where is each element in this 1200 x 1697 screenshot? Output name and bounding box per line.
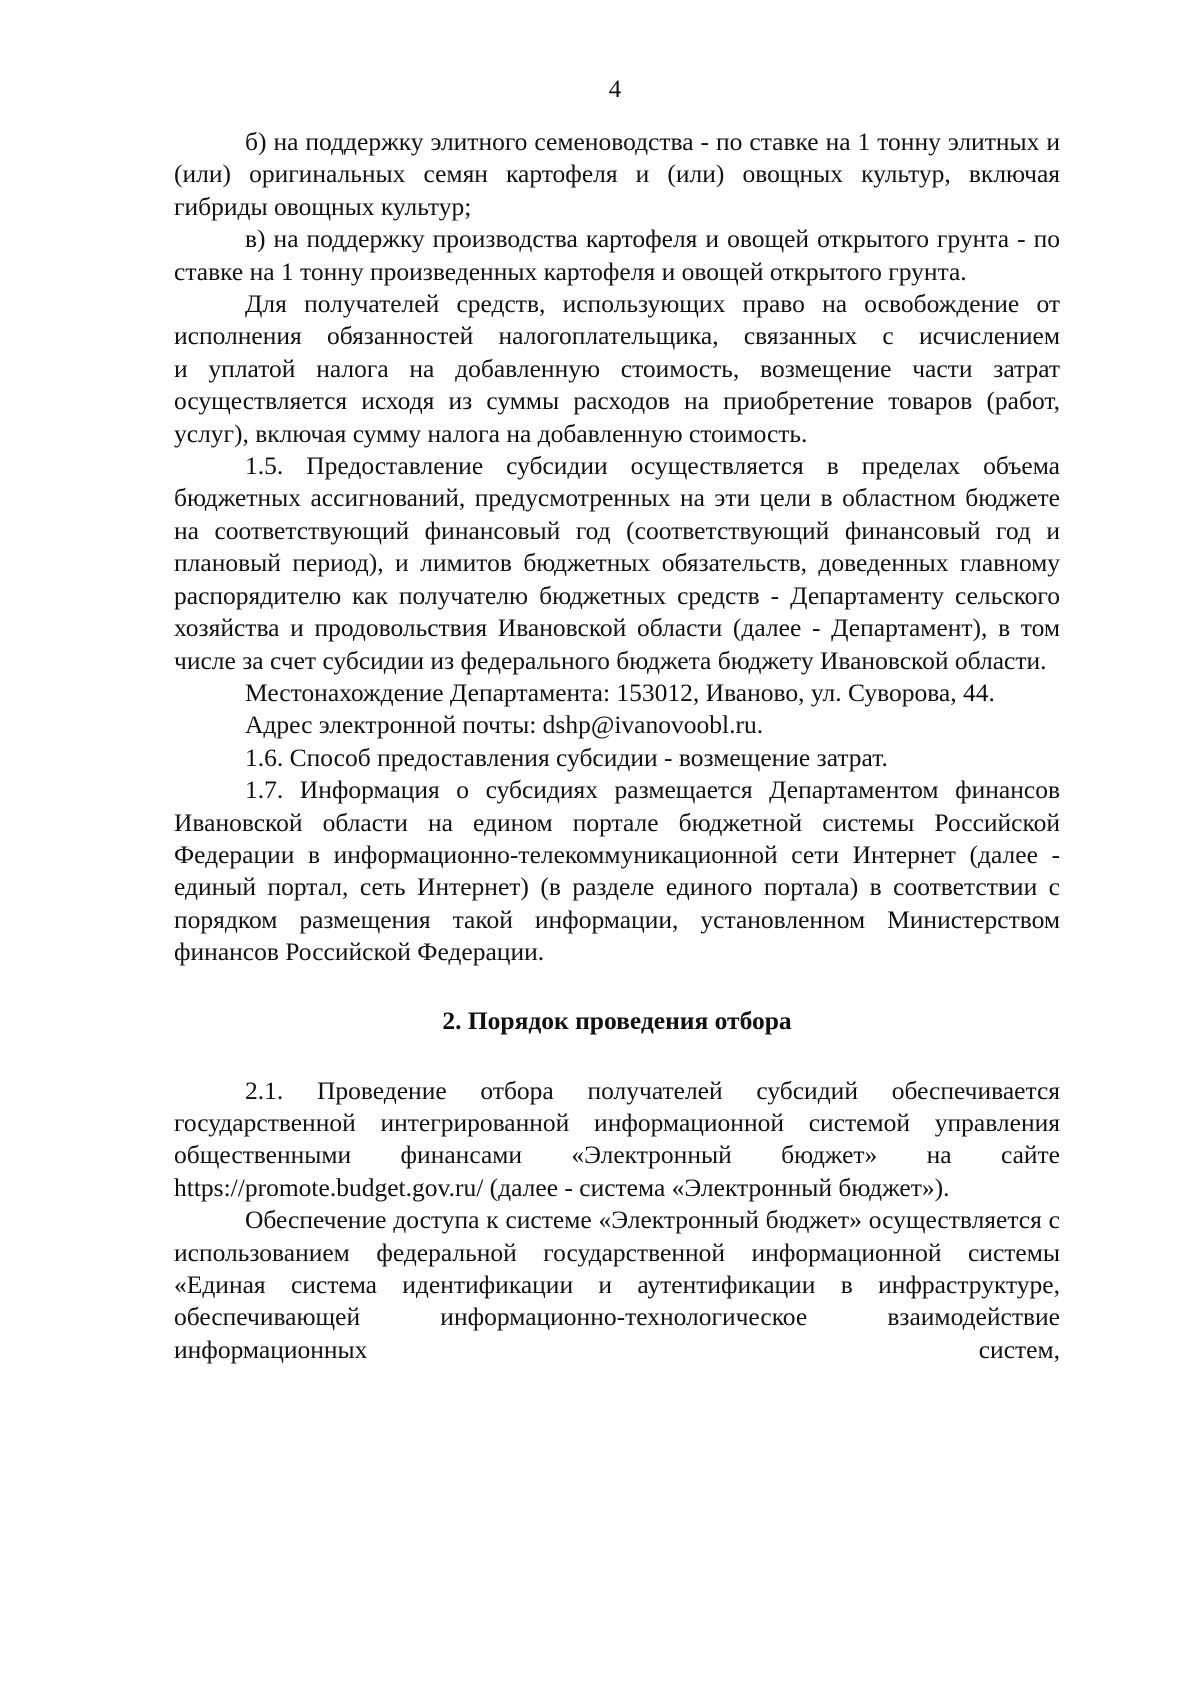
paragraph-b-elite-seed-support: б) на поддержку элитного семеноводства - по ставке на 1 тонну элитных и (или) оригинальных семян картофеля и (или) овощных культур, включая гибриды овощных культур; [174,127,1060,221]
paragraph-1-5-subsidy-provision: 1.5. Предоставление субсидии осуществляется в пределах объема бюджетных ассигнований, предусмотренных на эти цели в областном бюджете на соответствующий финансовый год (соответствующий финансовый год и плановый период), и лимитов бюджетных обязательств, доведенных главному распорядителю как получателю бюджетных средств - Департаменту сельского хозяйства и продовольствия Ивановской области (далее - Департамент), в том числе за счет субсидии из федерального бюджета бюджету Ивановской области. [174,451,1060,675]
document-body [174,126,1060,1366]
page-number: 4 [608,76,622,103]
paragraph-1-6-provision-method: 1.6. Способ предоставления субсидии - возмещение затрат. [245,742,888,772]
paragraph-department-email: Адрес электронной почты: dshp@ivanovoobl.ru. [245,710,764,740]
paragraph-department-location: Местонахождение Департамента: 153012, Иваново, ул. Суворова, 44. [245,677,995,707]
paragraph-system-access: Обеспечение доступа к системе «Электронный бюджет» осуществляется с использованием федеральной государственной информационной системы «Единая система идентификации и аутентификации в инфраструктуре, обеспечивающей информационно-технологическое взаимодействие информационных систем, [174,1205,1060,1364]
paragraph-1-7-information-placement: 1.7. Информация о субсидиях размещается Департаментом финансов Ивановской области на едином портале бюджетной системы Российской Федерации в информационно-телекоммуникационной сети Интернет (далее - единый портал, сеть Интернет) (в разделе единого портала) в соответствии с порядком размещения такой информации, установленном Министерством финансов Российской Федерации. [174,775,1060,967]
paragraph-vat-exemption-intro: Для получателей средств, использующих право на освобождение от исполнения обязанностей налогоплательщика, связанных с исчислением [174,289,1060,351]
section-heading-selection-procedure: 2. Порядок проведения отбора [442,1005,792,1035]
paragraph-vat-exemption-continued: и уплатой налога на добавленную стоимость, возмещение части затрат осуществляется исходя из суммы расходов на приобретение товаров (работ, услуг), включая сумму налога на добавленную стоимость. [174,353,1060,448]
paragraph-2-1-selection-system: 2.1. Проведение отбора получателей субсидий обеспечивается государственной интегрированной информационной системой управления общественными финансами «Электронный бюджет» на сайте https://promote.budget.gov.ru/ (далее - система «Электронный бюджет»). [174,1075,1060,1202]
paragraph-v-potato-vegetable-support: в) на поддержку производства картофеля и овощей открытого грунта - по ставке на 1 тонну произведенных картофеля и овощей открытого грунта. [174,224,1060,286]
